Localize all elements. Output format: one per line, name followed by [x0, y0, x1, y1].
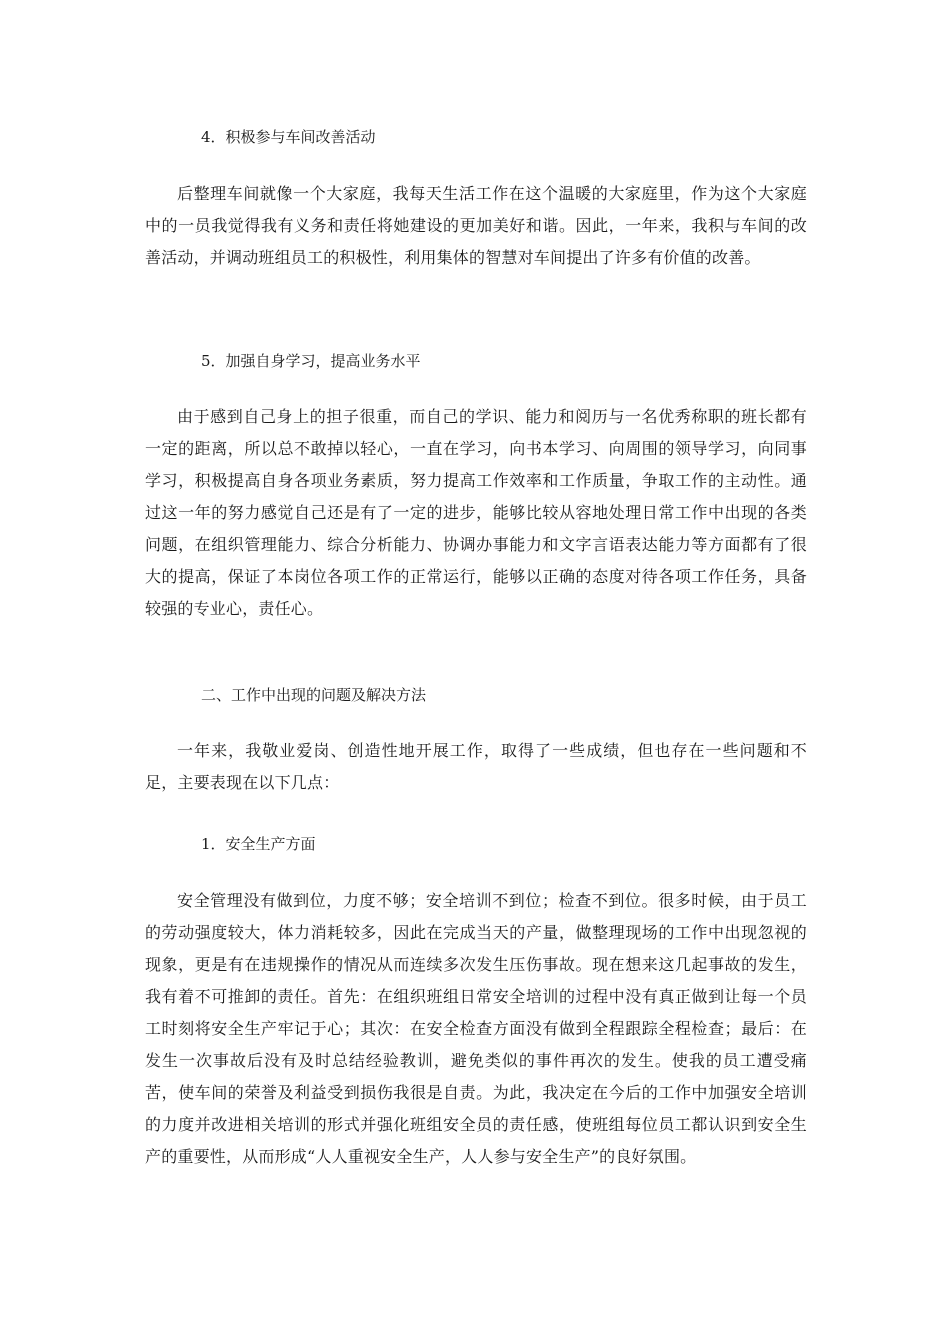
section-heading-improvement: 4．积极参与车间改善活动: [201, 128, 376, 146]
section-heading-problems: 二、工作中出现的问题及解决方法: [201, 686, 427, 704]
section-body-improvement: 后整理车间就像一个大家庭，我每天生活工作在这个温暖的大家庭里，作为这个大家庭中的一员我觉得我有义务和责任将她建设的更加美好和谐。因此，一年来，我积与车间的改善活动，并调动班组员工的积极性，利用集体的智慧对车间提出了许多有价值的改善。: [145, 184, 807, 267]
section-body-safety: 安全管理没有做到位，力度不够；安全培训不到位；检查不到位。很多时候，由于员工的劳动强度较大，体力消耗较多，因此在完成当天的产量，做整理现场的工作中出现忽视的现象，更是有在违规操作的情况从而连续多次发生压伤事故。现在想来这几起事故的发生，我有着不可推卸的责任。首先：在组织班组日常安全培训的过程中没有真正做到让每一个员工时刻将安全生产牢记于心；其次：在安全检查方面没有做到全程跟踪全程检查；最后：在发生一次事故后没有及时总结经验教训，避免类似的事件再次的发生。使我的员工遭受痛苦，使车间的荣誉及利益受到损伤我很是自责。为此，我决定在今后的工作中加强安全培训的力度并改进相关培训的形式并强化班组安全员的责任感，使班组每位员工都认识到安全生产的重要性，从而形成“人人重视安全生产，人人参与安全生产”的良好氛围。: [145, 891, 807, 1166]
section-heading-safety: 1．安全生产方面: [201, 835, 316, 853]
section-heading-self-study: 5．加强自身学习，提高业务水平: [201, 352, 421, 370]
section-body-self-study: 由于感到自己身上的担子很重，而自己的学识、能力和阅历与一名优秀称职的班长都有一定的距离，所以总不敢掉以轻心，一直在学习，向书本学习、向周围的领导学习，向同事学习，积极提高自身各项业务素质，努力提高工作效率和工作质量，争取工作的主动性。通过这一年的努力感觉自己还是有了一定的进步，能够比较从容地处理日常工作中出现的各类问题，在组织管理能力、综合分析能力、协调办事能力和文字言语表达能力等方面都有了很大的提高，保证了本岗位各项工作的正常运行，能够以正确的态度对待各项工作任务，具备较强的专业心，责任心。: [145, 407, 807, 618]
section-body-problems: 一年来，我敬业爱岗、创造性地开展工作，取得了一些成绩，但也存在一些问题和不足，主要表现在以下几点：: [145, 741, 807, 792]
